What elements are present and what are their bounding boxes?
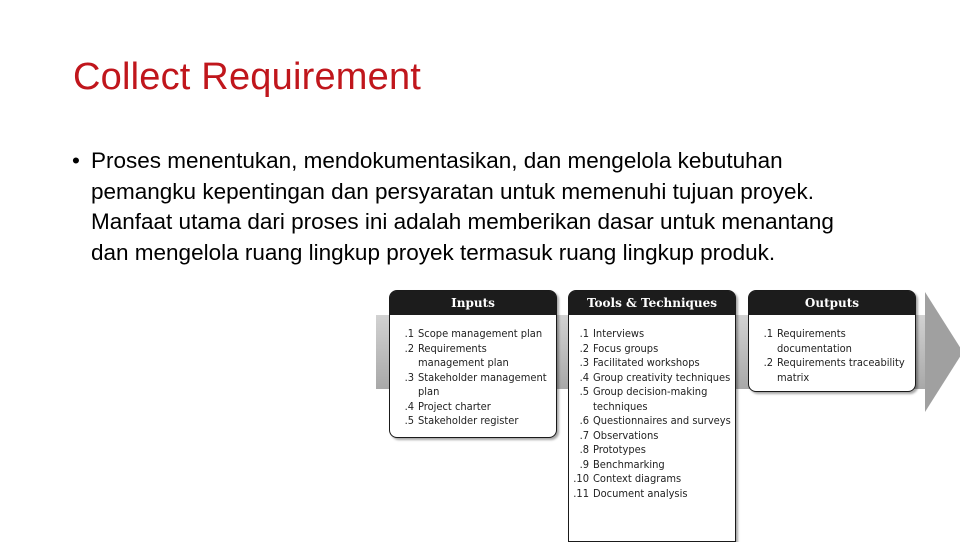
list-item — [755, 327, 911, 356]
item-number: .10 — [573, 472, 589, 485]
tools-list — [571, 327, 731, 501]
item-text: Observations — [593, 428, 659, 442]
list-item — [396, 371, 552, 400]
item-number: .5 — [404, 414, 414, 427]
item-number: .1 — [763, 327, 773, 340]
item-text: Stakeholder register — [418, 414, 519, 427]
item-text: Requirements documentation — [777, 327, 852, 355]
item-number: .2 — [763, 356, 773, 369]
list-item — [571, 385, 731, 414]
list-item — [396, 327, 552, 342]
list-item — [571, 327, 731, 342]
item-number: .3 — [579, 356, 589, 369]
item-number: .1 — [404, 327, 414, 340]
item-text: Questionnaires and surveys — [593, 414, 731, 427]
tools-panel — [568, 290, 736, 542]
list-item — [571, 414, 731, 429]
item-number: .2 — [579, 341, 589, 355]
item-text: Document analysis — [593, 486, 688, 500]
list-item — [571, 487, 731, 502]
list-item — [571, 443, 731, 458]
item-number: .3 — [404, 370, 414, 384]
list-item — [571, 356, 731, 371]
list-item — [396, 414, 552, 429]
list-item — [396, 342, 552, 371]
outputs-list — [755, 327, 911, 385]
tools-header: Tools & Techniques — [569, 291, 735, 315]
list-item — [571, 342, 731, 357]
item-text: Requirements traceability matrix — [777, 356, 905, 384]
inputs-header: Inputs — [390, 291, 556, 315]
outputs-header: Outputs — [749, 291, 915, 315]
item-text: Benchmarking — [593, 457, 665, 471]
item-text: Prototypes — [593, 443, 646, 456]
process-arrow-head — [925, 292, 960, 412]
slide-title: Collect Requirement — [73, 56, 422, 98]
item-number: .7 — [579, 428, 589, 442]
list-item — [755, 356, 911, 385]
list-item — [396, 400, 552, 415]
inputs-panel — [389, 290, 557, 438]
item-number: .2 — [404, 341, 414, 355]
item-text: Group creativity techniques — [593, 370, 731, 384]
item-text: Group decision-making techniques — [593, 385, 708, 413]
item-number: .4 — [579, 370, 589, 384]
item-text: Facilitated workshops — [593, 356, 700, 369]
item-text: Requirements management plan — [418, 341, 509, 369]
outputs-panel — [748, 290, 916, 392]
bullet-marker: • — [72, 148, 80, 173]
item-text: Interviews — [593, 327, 645, 340]
item-text: Stakeholder management plan — [418, 370, 547, 398]
list-item — [571, 371, 731, 386]
item-text: Scope management plan — [418, 327, 543, 340]
list-item — [571, 458, 731, 473]
item-text: Project charter — [418, 399, 491, 413]
list-item — [571, 472, 731, 487]
bullet-text: Proses menentukan, mendokumentasikan, dan mengelola kebutuhan pemangku kepentingan dan persyaratan untuk memenuhi tujuan proyek. Manfaat utama dari proses ini adalah memberikan dasar untuk menantang dan mengelola ruang lingkup proyek termasuk ruang lingkup produk. — [91, 148, 834, 265]
item-number: .11 — [573, 486, 589, 500]
list-item — [571, 429, 731, 444]
item-number: .9 — [579, 457, 589, 471]
item-number: .6 — [579, 414, 589, 427]
item-number: .1 — [579, 327, 589, 340]
item-number: .5 — [579, 385, 589, 398]
item-number: .8 — [579, 443, 589, 456]
inputs-list — [396, 327, 552, 429]
item-text: Focus groups — [593, 341, 659, 355]
bullet-point — [72, 146, 872, 268]
item-text: Context diagrams — [593, 472, 682, 485]
item-number: .4 — [404, 399, 414, 413]
